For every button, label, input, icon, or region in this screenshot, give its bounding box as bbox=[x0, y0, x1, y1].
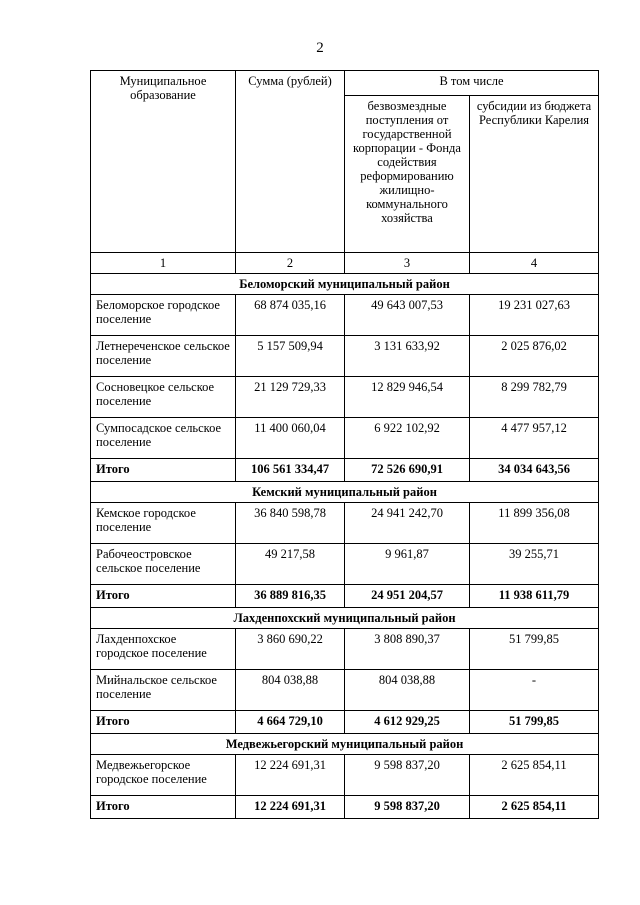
sum-value: 804 038,88 bbox=[236, 670, 345, 711]
header-fund-receipts: безвозмездные поступления от государственной корпорации - Фонда содействия реформированию жилищно-коммунального хозяйства bbox=[345, 96, 470, 253]
subsidy-value: 4 477 957,12 bbox=[470, 418, 599, 459]
fund-value: 3 131 633,92 bbox=[345, 336, 470, 377]
sum-value: 21 129 729,33 bbox=[236, 377, 345, 418]
total-fund: 24 951 204,57 bbox=[345, 585, 470, 608]
settlement-name: Медвежьегорское городское поселение bbox=[91, 755, 236, 796]
total-label: Итого bbox=[91, 459, 236, 482]
column-number: 3 bbox=[345, 253, 470, 274]
district-title: Лахденпохский муниципальный район bbox=[91, 608, 599, 629]
table-row bbox=[91, 503, 599, 544]
district-section-row bbox=[91, 734, 599, 755]
total-row bbox=[91, 585, 599, 608]
header-municipality: Муниципальное образование bbox=[91, 71, 236, 253]
fund-value: 9 961,87 bbox=[345, 544, 470, 585]
settlement-name: Летнереченское сельское поселение bbox=[91, 336, 236, 377]
column-numbers-row bbox=[91, 253, 599, 274]
fund-value: 9 598 837,20 bbox=[345, 755, 470, 796]
table-row bbox=[91, 336, 599, 377]
sum-value: 36 840 598,78 bbox=[236, 503, 345, 544]
subsidy-value: - bbox=[470, 670, 599, 711]
total-sum: 4 664 729,10 bbox=[236, 711, 345, 734]
subsidy-value: 51 799,85 bbox=[470, 629, 599, 670]
total-row bbox=[91, 459, 599, 482]
district-section-row bbox=[91, 274, 599, 295]
fund-value: 49 643 007,53 bbox=[345, 295, 470, 336]
column-number: 4 bbox=[470, 253, 599, 274]
table-row bbox=[91, 670, 599, 711]
total-fund: 9 598 837,20 bbox=[345, 796, 470, 819]
district-title: Медвежьегорский муниципальный район bbox=[91, 734, 599, 755]
subsidy-value: 8 299 782,79 bbox=[470, 377, 599, 418]
subsidy-table bbox=[90, 70, 599, 819]
settlement-name: Сумпосадское сельское поселение bbox=[91, 418, 236, 459]
total-subsidy: 2 625 854,11 bbox=[470, 796, 599, 819]
header-sum: Сумма (рублей) bbox=[236, 71, 345, 253]
subsidy-value: 2 625 854,11 bbox=[470, 755, 599, 796]
header-republic-subsidy: субсидии из бюджета Республики Карелия bbox=[470, 96, 599, 253]
fund-value: 804 038,88 bbox=[345, 670, 470, 711]
fund-value: 6 922 102,92 bbox=[345, 418, 470, 459]
fund-value: 3 808 890,37 bbox=[345, 629, 470, 670]
total-fund: 4 612 929,25 bbox=[345, 711, 470, 734]
subsidy-value: 2 025 876,02 bbox=[470, 336, 599, 377]
column-number: 2 bbox=[236, 253, 345, 274]
settlement-name: Лахденпохское городское поселение bbox=[91, 629, 236, 670]
table-row bbox=[91, 418, 599, 459]
sum-value: 11 400 060,04 bbox=[236, 418, 345, 459]
table-row bbox=[91, 377, 599, 418]
subsidy-value: 39 255,71 bbox=[470, 544, 599, 585]
settlement-name: Сосновецкое сельское поселение bbox=[91, 377, 236, 418]
total-sum: 12 224 691,31 bbox=[236, 796, 345, 819]
total-subsidy: 34 034 643,56 bbox=[470, 459, 599, 482]
sum-value: 12 224 691,31 bbox=[236, 755, 345, 796]
sum-value: 3 860 690,22 bbox=[236, 629, 345, 670]
fund-value: 24 941 242,70 bbox=[345, 503, 470, 544]
total-label: Итого bbox=[91, 711, 236, 734]
total-label: Итого bbox=[91, 796, 236, 819]
total-row bbox=[91, 796, 599, 819]
settlement-name: Мийнальское сельское поселение bbox=[91, 670, 236, 711]
column-number: 1 bbox=[91, 253, 236, 274]
total-sum: 106 561 334,47 bbox=[236, 459, 345, 482]
table-row bbox=[91, 629, 599, 670]
sum-value: 49 217,58 bbox=[236, 544, 345, 585]
settlement-name: Кемское городское поселение bbox=[91, 503, 236, 544]
district-title: Кемский муниципальный район bbox=[91, 482, 599, 503]
sum-value: 5 157 509,94 bbox=[236, 336, 345, 377]
total-fund: 72 526 690,91 bbox=[345, 459, 470, 482]
table-row bbox=[91, 755, 599, 796]
total-subsidy: 11 938 611,79 bbox=[470, 585, 599, 608]
page-number: 2 bbox=[316, 40, 324, 56]
settlement-name: Рабочеостровское сельское поселение bbox=[91, 544, 236, 585]
district-section-row bbox=[91, 608, 599, 629]
settlement-name: Беломорское городское поселение bbox=[91, 295, 236, 336]
total-row bbox=[91, 711, 599, 734]
total-subsidy: 51 799,85 bbox=[470, 711, 599, 734]
total-label: Итого bbox=[91, 585, 236, 608]
subsidy-value: 19 231 027,63 bbox=[470, 295, 599, 336]
table-row bbox=[91, 544, 599, 585]
total-sum: 36 889 816,35 bbox=[236, 585, 345, 608]
table-row bbox=[91, 295, 599, 336]
sum-value: 68 874 035,16 bbox=[236, 295, 345, 336]
district-section-row bbox=[91, 482, 599, 503]
subsidy-value: 11 899 356,08 bbox=[470, 503, 599, 544]
fund-value: 12 829 946,54 bbox=[345, 377, 470, 418]
header-including: В том числе bbox=[345, 71, 599, 96]
district-title: Беломорский муниципальный район bbox=[91, 274, 599, 295]
